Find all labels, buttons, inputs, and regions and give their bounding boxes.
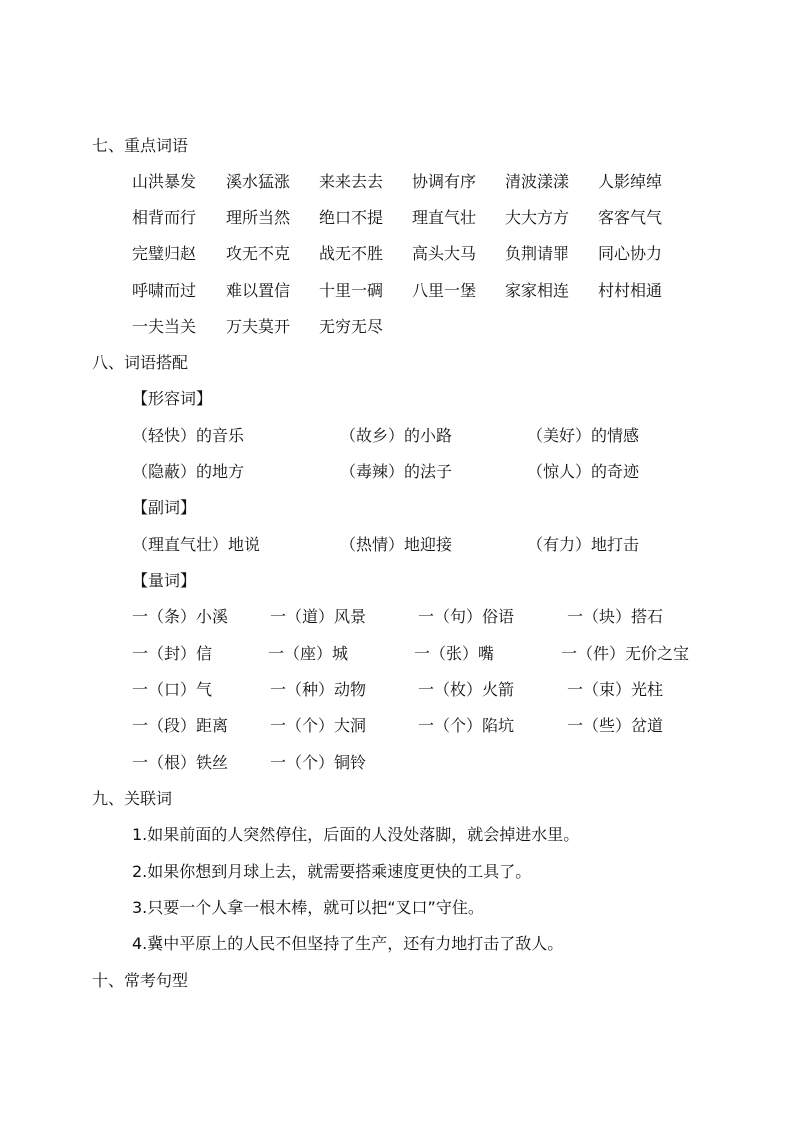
collocation-item: （故乡）的小路: [340, 426, 453, 445]
section-10-title: 十、常考句型: [92, 971, 189, 990]
key-word: 客客气气: [598, 208, 663, 227]
measure-item: 一（种）动物: [270, 680, 367, 699]
key-word: 一夫当关: [132, 317, 197, 336]
collocation-item: （轻快）的音乐: [132, 426, 245, 445]
key-word: 呼啸而过: [132, 281, 197, 300]
key-word: 理直气壮: [412, 208, 477, 227]
measure-item: 一（个）铜铃: [270, 753, 367, 772]
key-word: 来来去去: [319, 172, 384, 191]
key-word: 同心协力: [598, 244, 663, 263]
key-word: 攻无不克: [226, 244, 291, 263]
adverb-label: 【副词】: [132, 498, 197, 517]
collocation-item: （惊人）的奇迹: [527, 462, 640, 481]
key-word: 无穷无尽: [319, 317, 384, 336]
key-word: 八里一堡: [412, 281, 477, 300]
measure-item: 一（封）信: [132, 644, 213, 663]
measure-item: 一（个）大洞: [270, 716, 367, 735]
key-word: 战无不胜: [319, 244, 384, 263]
measure-item: 一（条）小溪: [132, 607, 229, 626]
key-word: 大大方方: [505, 208, 570, 227]
section-9-title: 九、关联词: [92, 789, 173, 808]
measure-item: 一（段）距离: [132, 716, 229, 735]
key-word: 理所当然: [226, 208, 291, 227]
measure-item: 一（块）搭石: [567, 607, 664, 626]
collocation-item: （隐蔽）的地方: [132, 462, 245, 481]
conjunction-sentence: 4.冀中平原上的人民不但坚持了生产，还有力地打击了敌人。: [132, 934, 564, 953]
measure-item: 一（件）无价之宝: [561, 644, 690, 663]
adjective-label: 【形容词】: [132, 389, 213, 408]
measure-item: 一（束）光柱: [567, 680, 664, 699]
key-word: 清波漾漾: [505, 172, 570, 191]
key-word: 家家相连: [505, 281, 570, 300]
conjunction-sentence: 3.只要一个人拿一根木棒，就可以把“叉口”守住。: [132, 898, 484, 917]
key-word: 难以置信: [226, 281, 291, 300]
measure-item: 一（口）气: [132, 680, 213, 699]
key-word: 相背而行: [132, 208, 197, 227]
collocation-item: （有力）地打击: [527, 535, 640, 554]
key-word: 人影绰绰: [598, 172, 663, 191]
conjunction-sentence: 2.如果你想到月球上去，就需要搭乘速度更快的工具了。: [132, 862, 532, 881]
key-word: 协调有序: [412, 172, 477, 191]
collocation-item: （美好）的情感: [527, 426, 640, 445]
section-7-title: 七、重点词语: [92, 136, 189, 155]
measure-item: 一（道）风景: [270, 607, 367, 626]
key-word: 绝口不提: [319, 208, 384, 227]
collocation-item: （热情）地迎接: [340, 535, 453, 554]
key-word: 负荆请罪: [505, 244, 570, 263]
key-word: 十里一碉: [319, 281, 384, 300]
key-word: 村村相通: [598, 281, 663, 300]
measure-item: 一（句）俗语: [418, 607, 515, 626]
measure-item: 一（根）铁丝: [132, 753, 229, 772]
key-word: 山洪暴发: [132, 172, 197, 191]
key-word: 万夫莫开: [226, 317, 291, 336]
measure-item: 一（枚）火箭: [418, 680, 515, 699]
key-word: 完璧归赵: [132, 244, 197, 263]
measure-word-label: 【量词】: [132, 571, 197, 590]
key-word: 高头大马: [412, 244, 477, 263]
measure-item: 一（个）陷坑: [418, 716, 515, 735]
conjunction-sentence: 1.如果前面的人突然停住，后面的人没处落脚，就会掉进水里。: [132, 825, 580, 844]
measure-item: 一（座）城: [268, 644, 349, 663]
collocation-item: （理直气壮）地说: [132, 535, 261, 554]
collocation-item: （毒辣）的法子: [340, 462, 453, 481]
section-8-title: 八、词语搭配: [92, 353, 189, 372]
measure-item: 一（张）嘴: [414, 644, 495, 663]
key-word: 溪水猛涨: [226, 172, 291, 191]
measure-item: 一（些）岔道: [567, 716, 664, 735]
